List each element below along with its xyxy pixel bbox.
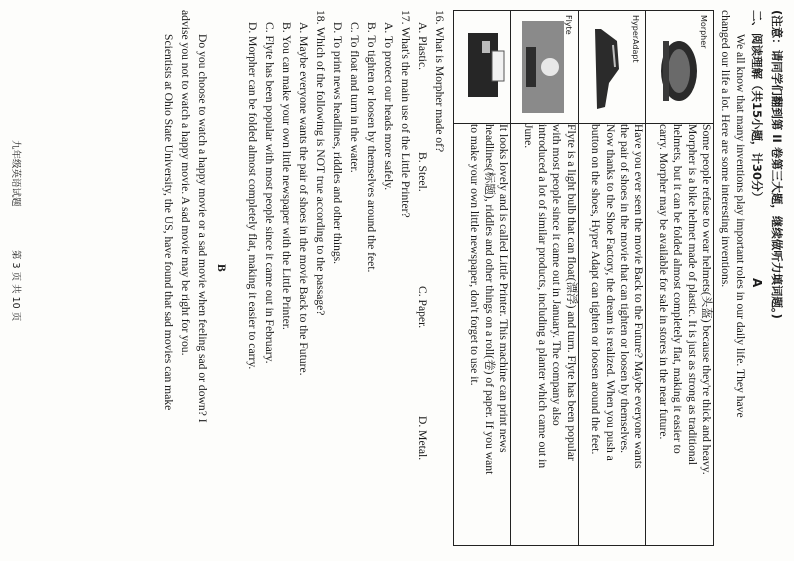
flyte-caption: Flyte: [563, 15, 573, 35]
flyte-line-2: with most people since it came out in January. The company also: [550, 124, 564, 426]
intro-line-2: changed our life a lot. Here are some interesting inventions.: [719, 10, 732, 288]
section-heading: 二、阅读理解（共15小题，计30分）: [750, 10, 764, 204]
printer-line-2: headlines(标题), riddles and other things on a roll(卷) of paper. If you want: [482, 124, 496, 475]
q17-option-d: D. To print news headlines, riddles and other things.: [331, 22, 344, 265]
printer-image-cell: [453, 11, 511, 124]
q17-option-a: A. To protect our heads more safely.: [382, 22, 395, 191]
q18-option-b: B. You can make your own little newspaper with the Little Printer.: [280, 22, 293, 330]
morpher-text-cell: [646, 124, 714, 546]
q18-option-a: A. Maybe everyone wants the pair of shoes in the movie Back to the Future.: [297, 22, 310, 376]
notice-line: (注意：请同学们翻到第 II 卷第三大题，继续做听力填词题。): [770, 10, 784, 319]
hyperadapt-line-3: Now thanks to the Shoe Factory, the dream is realized. When you push a: [603, 124, 617, 461]
morpher-line-2: Morpher is a bike helmet made of plastic. It is just as strong as traditional: [685, 124, 699, 465]
item-row-flyte: [511, 11, 579, 546]
morpher-caption: Morpher: [699, 15, 708, 49]
hyperadapt-image-cell: [578, 11, 646, 124]
q18-option-d: D. Morpher can be folded almost completely flat, making it easier to carry.: [246, 22, 259, 370]
flyte-image-cell: [511, 11, 579, 124]
morpher-line-3: helmets, but it can be folded almost completely flat, making it easier to: [671, 124, 685, 454]
hyperadapt-caption: HyperAdapt: [631, 15, 641, 63]
hyperadapt-text-cell: [578, 124, 646, 546]
question-16-stem: 16. What is Morpher made of?: [433, 10, 446, 153]
flyte-line-4: June.: [521, 124, 535, 149]
q17-option-b: B. To tighten or loosen by themselves around the feet.: [365, 22, 378, 273]
hyperadapt-line-1: Have you ever seen the movie Back to the Future? Maybe everyone wants: [632, 124, 646, 469]
q16-option-d: D. Metal.: [416, 416, 429, 461]
footer-page-info: 第 3 页 共 10 页: [10, 250, 21, 322]
footer-exam-name: 九年级英语试题: [10, 140, 21, 207]
passage-a-label: A: [750, 278, 764, 288]
flyte-text-cell: [511, 124, 579, 546]
q16-option-a: A. Plastic.: [416, 22, 429, 70]
q16-option-b: B. Steel.: [416, 152, 429, 192]
morpher-image-cell: [646, 11, 714, 124]
printer-line-1: It looks lovely and is called Little Printer. This machine can print news: [497, 124, 511, 453]
flyte-line-1: Flyte is a light bulb that can float(漂浮) and turn. Flyte has been popular: [564, 124, 578, 461]
question-17-stem: 17. What's the main use of the Little Printer?: [399, 10, 412, 218]
hyperadapt-line-4: button on the shoes, Hyper Adapt can tighten or loosen around the feet.: [589, 124, 603, 455]
passage-b-line-3: Scientists at Ohio State University, the US, have found that sad movies can make: [162, 34, 175, 411]
passage-b-label: B: [215, 264, 228, 272]
hyperadapt-line-2: the pair of shoes in the movie that can tighten or loosen by themselves.: [618, 124, 631, 454]
q17-option-c: C. To float and turn in the water.: [348, 22, 361, 173]
passage-b-line-1: Do you choose to watch a happy movie or a sad movie when feeling sad or down? I: [196, 34, 209, 423]
morpher-line-1: Some people refuse to wear helmets(头盔) because they're thick and heavy.: [700, 124, 713, 475]
q18-option-c: C. Flyte has been popular with most people since it came out in February.: [263, 22, 276, 364]
inventions-table: [453, 10, 714, 546]
printer-text-cell: [453, 124, 511, 546]
intro-line-1: We all know that many inventions play important roles in our daily life. They have: [734, 34, 747, 418]
flyte-line-3: introduced a lot of similar products, including a planter which came out in: [536, 124, 549, 469]
question-18-stem: 18. Which of the following is NOT true according to the passage?: [314, 10, 327, 316]
printer-line-3: to make your own little newspaper, don't forget to use it.: [468, 124, 482, 386]
morpher-line-4: carry. Morpher may be available for sale in stores in the near future.: [656, 124, 670, 440]
item-row-morpher: [646, 11, 714, 546]
item-row-little-printer: [453, 11, 511, 546]
item-row-hyperadapt: [578, 11, 646, 546]
printer-icon: [458, 11, 510, 123]
q16-option-c: C. Paper.: [416, 286, 429, 329]
passage-b-line-2: advise you not to watch a happy movie. A sad movie may be right for you.: [179, 10, 192, 356]
